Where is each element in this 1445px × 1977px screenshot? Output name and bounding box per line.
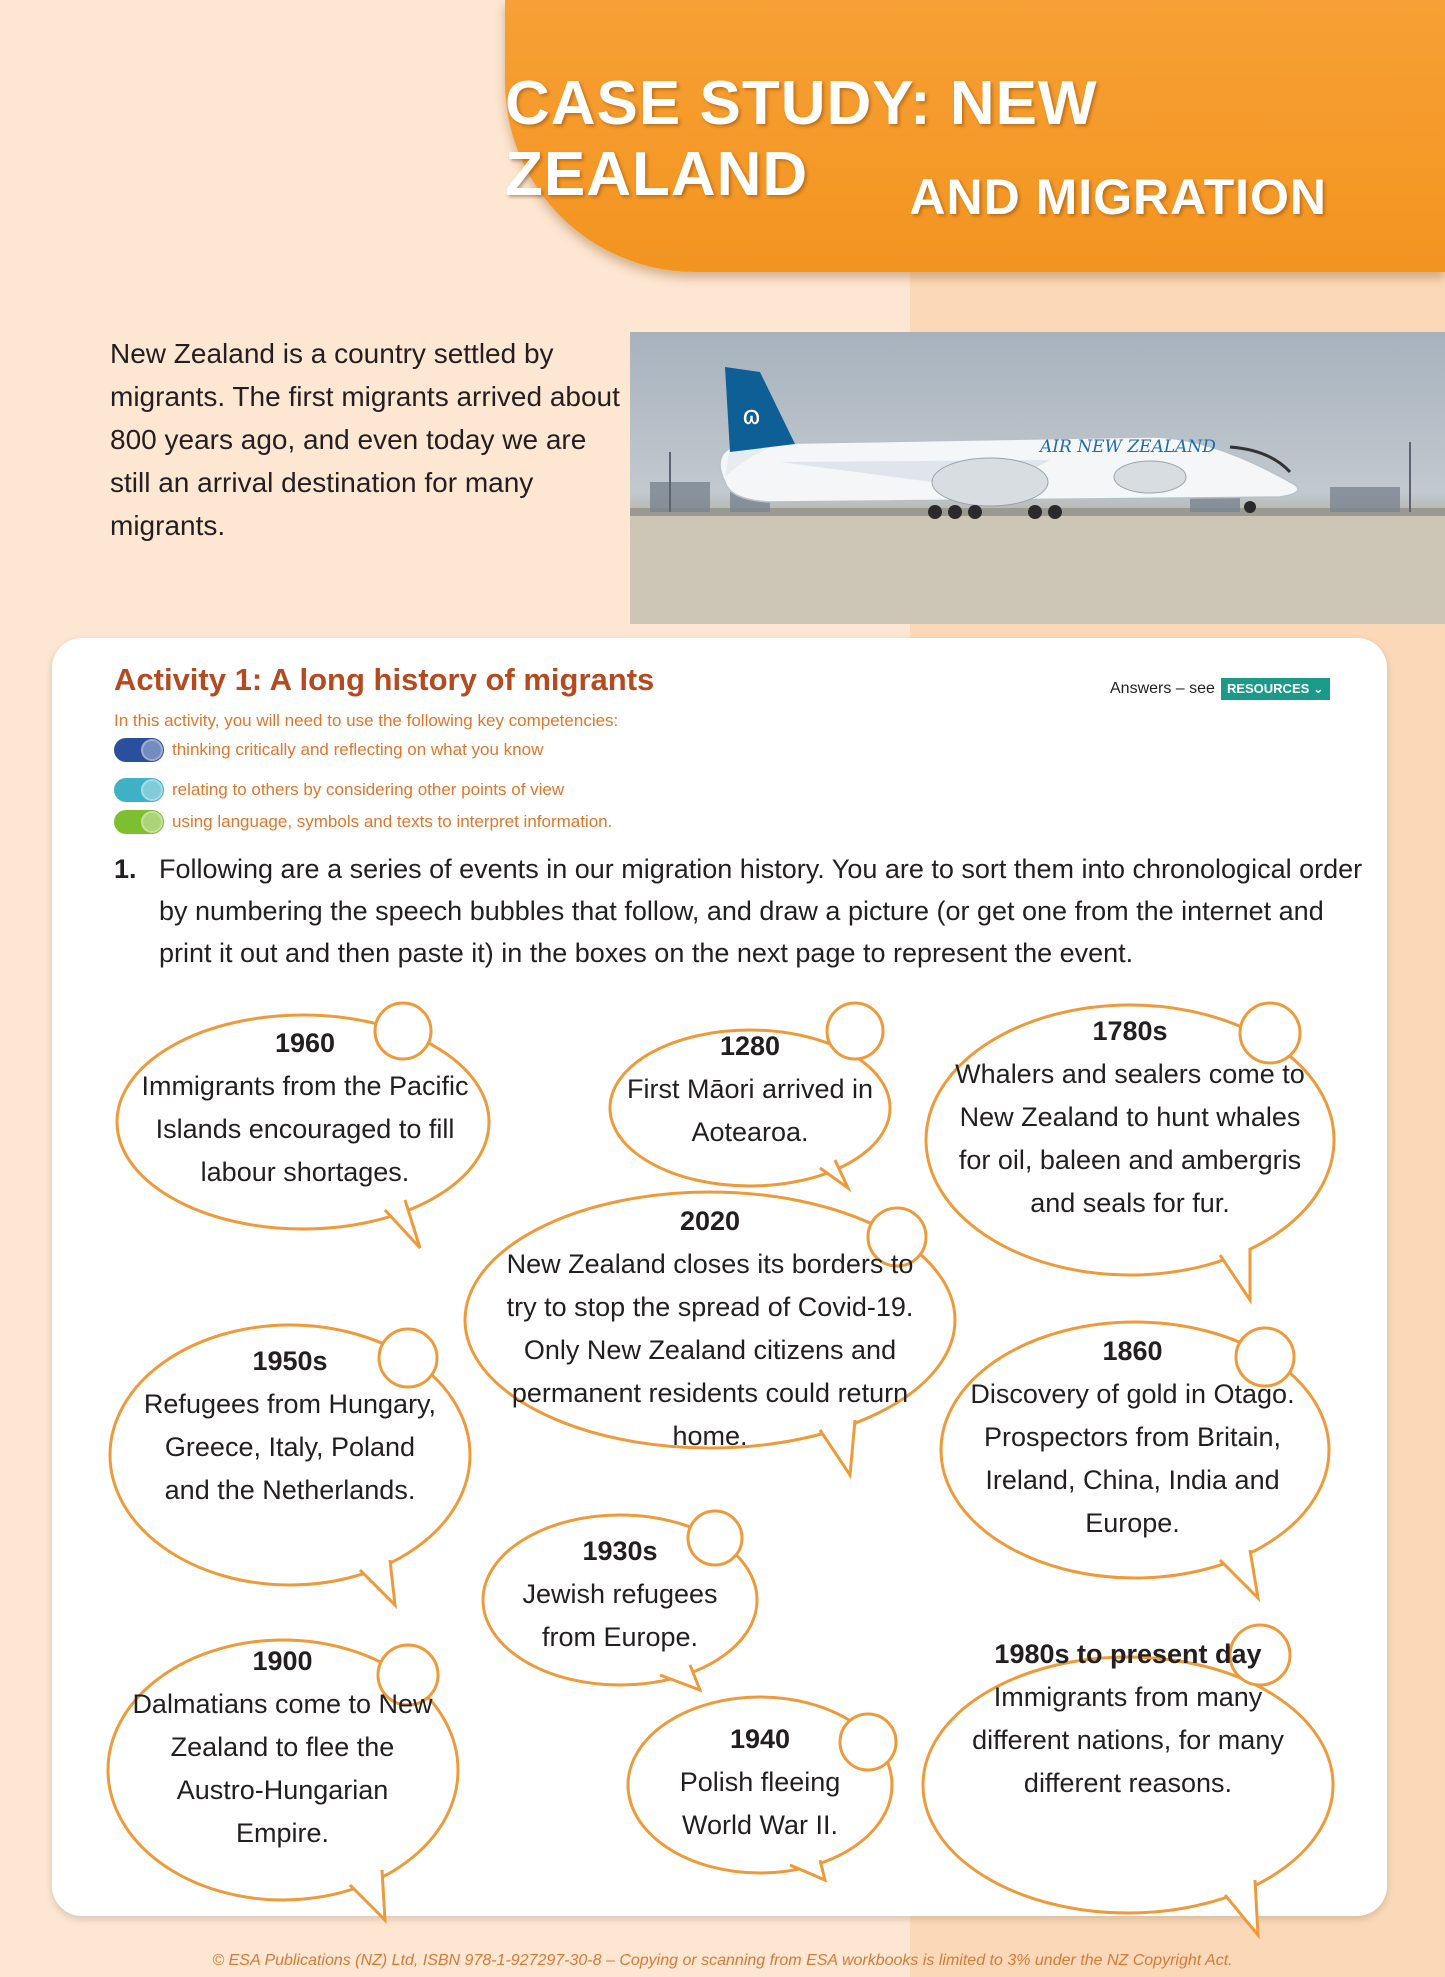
bubble-description: First Māori arrived in Aotearoa. <box>626 1074 874 1147</box>
bubble-year: 1860 <box>1102 1336 1163 1366</box>
bubble-description: Immigrants from the Pacific Islands encouraged to fill labour shortages. <box>141 1071 469 1187</box>
bubble-year: 2020 <box>679 1206 741 1236</box>
page-subtitle: AND MIGRATION <box>909 169 1327 225</box>
bubble-text-1960 <box>120 1022 490 1194</box>
bubble-description: Polish fleeing World War II. <box>679 1767 841 1840</box>
bubble-text-1900 <box>130 1640 435 1855</box>
competency-label: using language, symbols and texts to interpret information. <box>172 812 613 831</box>
competency-intro: In this activity, you will need to use the following key competencies: <box>114 711 619 730</box>
question-number: 1. <box>114 854 137 884</box>
resources-button[interactable]: RESOURCES ⌄ <box>1221 678 1330 700</box>
bubble-description: Jewish refugees from Europe. <box>522 1579 718 1652</box>
bubble-year: 1780s <box>1092 1016 1168 1046</box>
bubble-year: 1950s <box>252 1346 328 1376</box>
bubble-text-1930s <box>505 1530 735 1659</box>
bubble-year: 1900 <box>252 1646 313 1676</box>
svg-text:ɷ: ɷ <box>742 401 761 431</box>
answers-label: Answers – see <box>1110 680 1215 697</box>
bubble-text-1950s <box>140 1340 440 1512</box>
copyright-footer: © ESA Publications (NZ) Ltd, ISBN 978-1-927297-30-8 – Copying or scanning from ESA workbooks is limited to 3% under the NZ Copyright Act. <box>212 1952 1233 1969</box>
bubble-text-2020 <box>500 1200 920 1458</box>
bubble-text-1940 <box>655 1718 865 1847</box>
bubble-text-1780s <box>950 1010 1310 1225</box>
bubble-description: Dalmatians come to New Zealand to flee the Austro-Hungarian Empire. <box>132 1689 433 1848</box>
bubble-year: 1960 <box>274 1028 336 1058</box>
bubble-year: 1980s to present day <box>994 1639 1262 1669</box>
question-text: Following are a series of events in our migration history. You are to sort them into chronological order by numbering the speech bubbles that follow, and draw a picture (or get one from the internet and print it out and then paste it) in the boxes on the next page to represent the event. <box>159 854 1363 968</box>
bubble-year: 1280 <box>719 1031 781 1061</box>
bubble-year: 1940 <box>729 1724 791 1754</box>
bubble-description: Discovery of gold in Otago. Prospectors from Britain, Ireland, China, India and Europe. <box>970 1379 1295 1538</box>
bubble-text-1860 <box>960 1330 1305 1545</box>
intro-paragraph: New Zealand is a country settled by migrants. The first migrants arrived about 800 years ago, and even today we are still an arrival destination for many migrants. <box>110 338 620 541</box>
livery-text: AIR NEW ZEALAND <box>1040 437 1216 457</box>
competency-label: thinking critically and reflecting on what you know <box>172 740 544 759</box>
bubble-description: New Zealand closes its borders to try to stop the spread of Covid-19. Only New Zealand citizens and permanent residents could return home. <box>506 1249 914 1451</box>
bubble-text-1980s <box>958 1633 1298 1805</box>
activity-title: Activity 1: A long history of migrants <box>114 662 655 697</box>
bubble-description: Immigrants from many different nations, for many different reasons. <box>972 1682 1284 1798</box>
competency-label: relating to others by considering other points of view <box>172 780 565 799</box>
bubble-year: 1930s <box>582 1536 658 1566</box>
bubble-description: Whalers and sealers come to New Zealand to hunt whales for oil, baleen and ambergris and seals for fur. <box>955 1059 1305 1218</box>
bubble-text-1280 <box>625 1025 875 1154</box>
page-title: CASE STUDY: NEW ZEALAND <box>505 69 1098 209</box>
bubble-description: Refugees from Hungary, Greece, Italy, Poland and the Netherlands. <box>143 1389 437 1505</box>
